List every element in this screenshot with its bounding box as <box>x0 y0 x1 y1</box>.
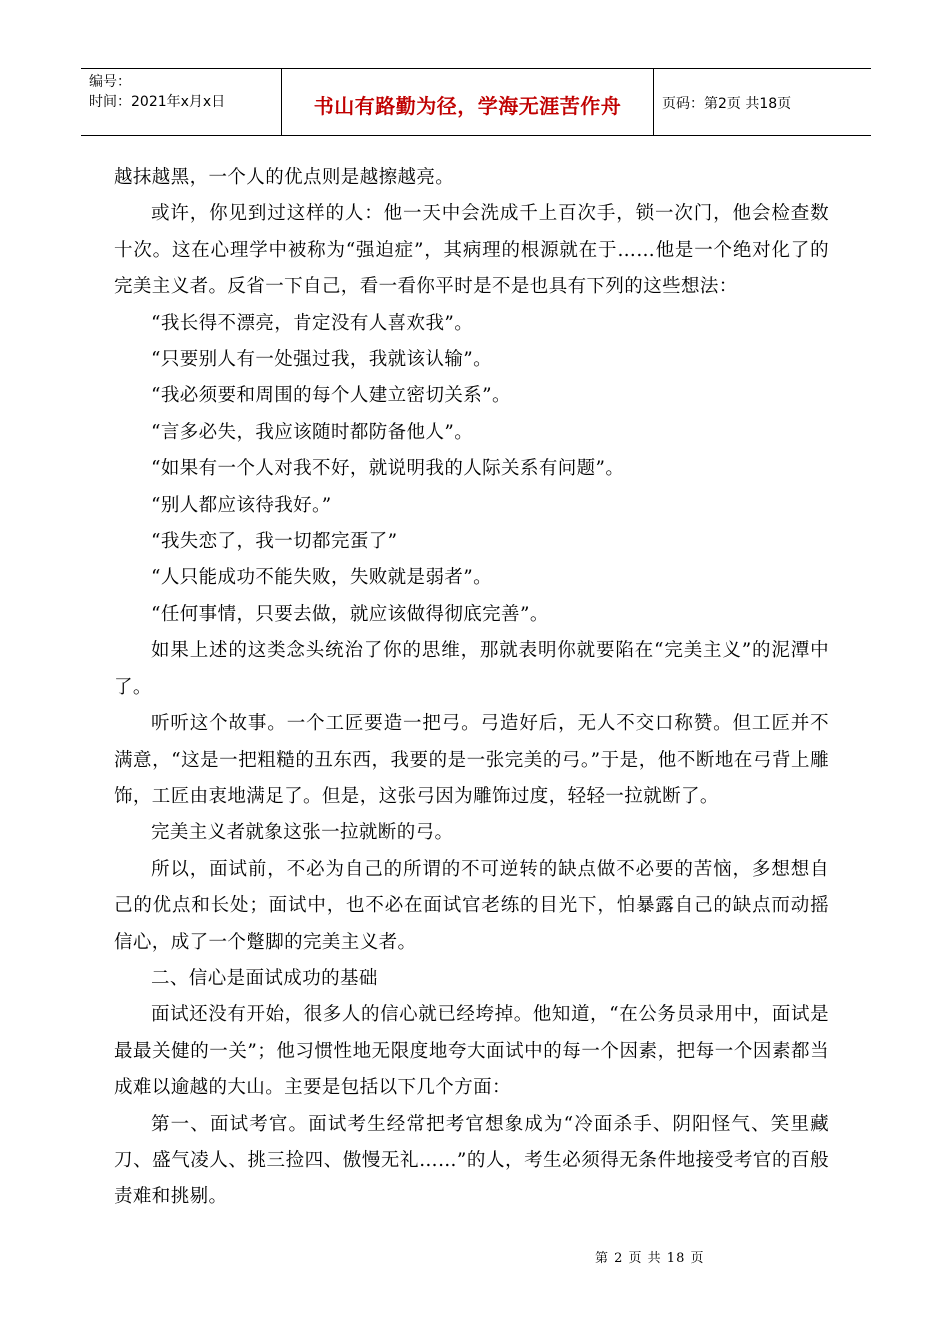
body-paragraph: 第一、面试考官。面试考生经常把考官想象成为“冷面杀手、阴阳怪气、笑里藏刀、盛气凌人、挑三捡四、傲慢无礼……”的人，考生必须得无条件地接受考官的百般责难和挑剔。 <box>114 1113 829 1208</box>
body-paragraph: 如果上述的这类念头统治了你的思维，那就表明你就要陷在“完美主义”的泥潭中了。 <box>114 640 829 698</box>
body-paragraph: 面试还没有开始，很多人的信心就已经垮掉。他知道，“在公务员录用中，面试是最最关健的一关”；他习惯性地无限度地夸大面试中的每一个因素，把每一个因素都当成难以逾越的大山。主要是包括以下几个方面： <box>114 1004 829 1099</box>
body-paragraph: 完美主义者就象这张一拉就断的弓。 <box>151 822 454 844</box>
document-number-label: 编号： <box>89 74 131 90</box>
body-paragraph: “我失恋了，我一切都完蛋了” <box>151 531 398 553</box>
body-paragraph: 所以，面试前，不必为自己的所谓的不可逆转的缺点做不必要的苦恼，多想想自己的优点和长处；面试中，也不必在面试官老练的目光下，怕暴露自己的缺点而动摇信心，成了一个蹩脚的完美主义者。 <box>114 858 829 953</box>
header-info-cell <box>81 69 282 135</box>
body-paragraph: “我长得不漂亮，肯定没有人喜欢我”。 <box>151 312 474 334</box>
body-paragraph: “任何事情，只要去做，就应该做得彻底完善”。 <box>151 603 549 625</box>
body-paragraph: “别人都应该待我好。” <box>151 494 332 516</box>
page-footer <box>595 1247 704 1266</box>
body-paragraph: 听听这个故事。一个工匠要造一把弓。弓造好后，无人不交口称赞。但工匠并不满意，“这是一把粗糙的丑东西，我要的是一张完美的弓。”于是，他不断地在弓背上雕饰，工匠由衷地满足了。但是，这张弓因为雕饰过度，轻轻一拉就断了。 <box>114 713 829 807</box>
page-header <box>81 68 871 136</box>
body-paragraph: “如果有一个人对我不好，就说明我的人际关系有问题”。 <box>151 458 625 480</box>
body-paragraph: 或许，你见到过这样的人：他一天中会洗成千上百次手，锁一次门，他会检查数十次。这在心理学中被称为“强迫症”，其病理的根源就在于……他是一个绝对化了的完美主义者。反省一下自己，看一看你平时是不是也具有下列的这些想法： <box>114 203 829 298</box>
header-page-label: 页码：第2页 共18页 <box>662 96 792 112</box>
body-paragraph: “只要别人有一处强过我，我就该认输”。 <box>151 349 493 371</box>
document-body <box>114 160 829 1216</box>
header-motto-cell <box>282 69 654 135</box>
body-paragraph: “我必须要和周围的每个人建立密切关系”。 <box>151 385 511 407</box>
document-date-label: 时间：2021年x月x日 <box>89 94 226 110</box>
header-page-cell <box>654 69 871 135</box>
body-paragraph: 越抹越黑，一个人的优点则是越擦越亮。 <box>114 167 455 188</box>
body-paragraph: “言多必失，我应该随时都防备他人”。 <box>151 421 474 443</box>
body-paragraph: “人只能成功不能失败，失败就是弱者”。 <box>151 567 493 589</box>
body-paragraph: 二、信心是面试成功的基础 <box>151 967 378 989</box>
footer-page-number: 第 2 页 共 18 页 <box>595 1251 705 1266</box>
header-motto: 书山有路勤为径，学海无涯苦作舟 <box>313 93 622 118</box>
